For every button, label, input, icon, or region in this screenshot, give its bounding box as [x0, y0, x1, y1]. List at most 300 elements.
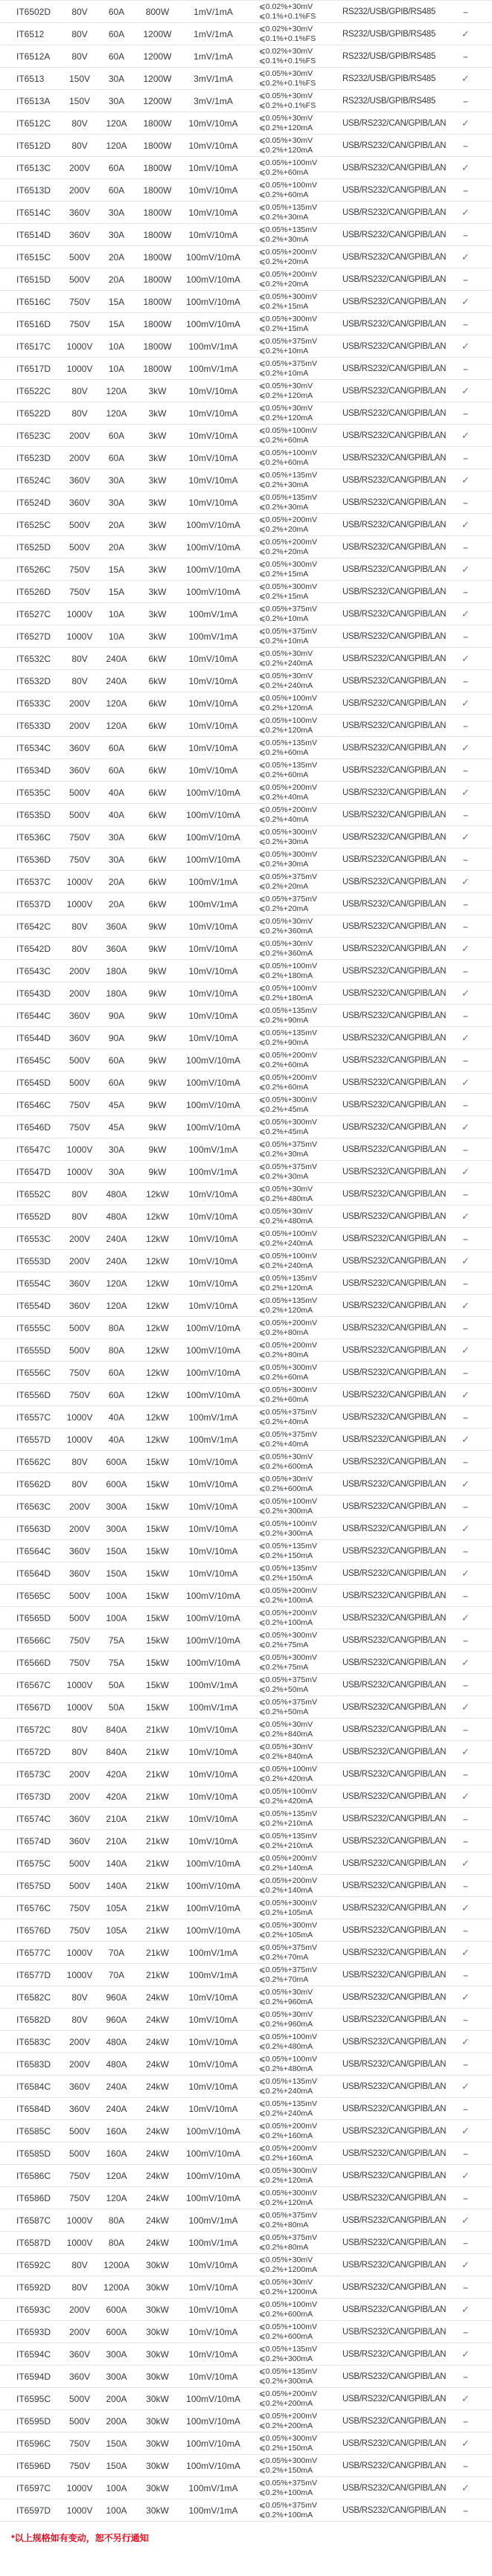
resolution-cell: 100mV/10mA [186, 296, 240, 307]
accuracy-line: ⩽0.2%+90mA [259, 1015, 309, 1025]
interfaces-cell: USB/RS232/CAN/GPIB/LAN [342, 2305, 447, 2314]
interfaces-cell: USB/RS232/CAN/GPIB/LAN [342, 2059, 447, 2069]
resolution-cell: 10mV/10mA [188, 742, 238, 753]
resolution-cell: 100mV/1mA [188, 608, 238, 619]
power-cell: 30kW [146, 2460, 169, 2471]
table-row [0, 1986, 492, 2009]
accuracy-cell [249, 337, 335, 356]
accuracy-line: ⩽0.2%+15mA [259, 591, 309, 601]
model-cell: IT6536D [16, 854, 51, 865]
model-cell: IT6532D [16, 675, 51, 686]
table-row [0, 1875, 492, 1897]
accuracy-cell [249, 2345, 335, 2364]
table-row [0, 2321, 492, 2343]
accuracy-line: ⩽0.05%+100mV [259, 693, 317, 703]
power-cell: 12kW [146, 1188, 169, 1200]
interfaces-cell: USB/RS232/CAN/GPIB/LAN [342, 1033, 447, 1043]
current-cell: 600A [106, 2304, 127, 2315]
voltage-cell: 500V [68, 274, 91, 285]
voltage-cell: 750V [68, 2438, 91, 2449]
accuracy-line: ⩽0.05%+200mV [259, 1072, 317, 1082]
accuracy-line: ⩽0.2%+120mA [259, 703, 313, 712]
accuracy-line: ⩽0.2%+10mA [259, 368, 309, 378]
current-cell: 100A [106, 2482, 127, 2493]
selected-cell [439, 251, 492, 263]
accuracy-line: ⩽0.2%+30mA [259, 1171, 309, 1181]
interfaces-cell: USB/RS232/CAN/GPIB/LAN [342, 453, 447, 463]
dash-icon: – [463, 1144, 468, 1155]
model-cell: IT6502D [16, 6, 51, 17]
accuracy-line: ⩽0.05%+375mV [259, 604, 317, 614]
check-icon: ✓ [461, 429, 470, 441]
accuracy-line: ⩽0.2%+480mA [259, 1216, 313, 1226]
model-cell: IT6547C [16, 1144, 51, 1155]
accuracy-cell [249, 1430, 335, 1449]
power-cell: 21kW [146, 1813, 169, 1824]
selected-cell [439, 2393, 492, 2405]
accuracy-line: ⩽0.2%+60mA [259, 167, 309, 177]
check-icon: ✓ [461, 295, 470, 307]
model-cell: IT6572D [16, 1746, 51, 1757]
accuracy-line: ⩽0.2%+30mA [259, 859, 309, 869]
interfaces-cell: USB/RS232/CAN/GPIB/LAN [342, 765, 447, 775]
selected-cell [439, 1947, 492, 1959]
accuracy-line: ⩽0.05%+135mV [259, 2344, 317, 2354]
current-cell: 600A [106, 1456, 127, 1467]
accuracy-line: ⩽0.1%+0.1%FS [259, 56, 316, 65]
model-cell: IT6523D [16, 452, 51, 463]
interfaces-cell: USB/RS232/CAN/GPIB/LAN [342, 408, 447, 418]
check-icon: ✓ [461, 28, 470, 39]
model-cell: IT6524D [16, 497, 51, 508]
voltage-cell: 1000V [66, 1411, 93, 1423]
voltage-cell: 1000V [66, 2237, 93, 2248]
accuracy-line: ⩽0.2%+20mA [259, 257, 309, 266]
accuracy-line: ⩽0.2%+840mA [259, 1729, 313, 1739]
current-cell: 50A [108, 1679, 125, 1690]
accuracy-line: ⩽0.2%+300mA [259, 2354, 313, 2363]
accuracy-line: ⩽0.02%+30mV [259, 24, 313, 33]
selected-cell [439, 542, 492, 553]
voltage-cell: 360V [68, 1278, 91, 1289]
accuracy-cell [249, 2389, 335, 2409]
resolution-cell: 1mV/1mA [194, 28, 233, 39]
accuracy-line: ⩽0.2%+15mA [259, 301, 309, 311]
power-cell: 24kW [146, 2215, 169, 2226]
accuracy-line: ⩽0.2%+10mA [259, 636, 309, 645]
table-row [0, 1228, 492, 1250]
resolution-cell: 10mV/10mA [188, 184, 238, 196]
accuracy-cell [249, 1943, 335, 1962]
interfaces-cell: USB/RS232/CAN/GPIB/LAN [342, 1189, 447, 1199]
resolution-cell: 100mV/10mA [186, 564, 240, 575]
selected-cell [439, 162, 492, 174]
selected-cell [439, 1412, 492, 1423]
interfaces-cell: USB/RS232/CAN/GPIB/LAN [342, 1903, 447, 1913]
resolution-cell: 100mV/1mA [188, 2237, 238, 2248]
accuracy-cell [249, 1519, 335, 1539]
model-cell: IT6592D [16, 2282, 51, 2293]
model-cell: IT6542D [16, 943, 51, 954]
power-cell: 6kW [148, 831, 167, 843]
model-cell: IT6544C [16, 1010, 51, 1021]
resolution-cell: 10mV/10mA [188, 430, 238, 441]
selected-cell [439, 1478, 492, 1490]
check-icon: ✓ [461, 1255, 470, 1266]
selected-cell [439, 676, 492, 686]
voltage-cell: 1000V [66, 1679, 93, 1690]
power-cell: 30kW [146, 2393, 169, 2404]
accuracy-line: ⩽0.05%+135mV [259, 1028, 317, 1037]
model-cell: IT6555D [16, 1345, 51, 1356]
accuracy-line: ⩽0.2%+60mA [259, 1372, 309, 1382]
table-row [0, 2499, 492, 2522]
current-cell: 10A [108, 363, 125, 374]
power-cell: 3kW [148, 519, 167, 530]
dash-icon: – [463, 1233, 468, 1244]
current-cell: 200A [106, 2393, 127, 2404]
voltage-cell: 360V [68, 2081, 91, 2092]
selected-cell [439, 2438, 492, 2450]
current-cell: 60A [108, 742, 125, 753]
table-row [0, 1429, 492, 1451]
model-cell: IT6595D [16, 2415, 51, 2427]
accuracy-line: ⩽0.05%+200mV [259, 1875, 317, 1885]
accuracy-line: ⩽0.05%+100mV [259, 1251, 317, 1260]
dash-icon: – [463, 1501, 468, 1512]
accuracy-line: ⩽0.05%+135mV [259, 492, 317, 502]
interfaces-cell: USB/RS232/CAN/GPIB/LAN [342, 431, 447, 440]
accuracy-cell [249, 984, 335, 1003]
power-cell: 6kW [148, 742, 167, 753]
accuracy-line: ⩽0.05%+200mV [259, 269, 317, 279]
resolution-cell: 100mV/1mA [188, 2482, 238, 2493]
accuracy-line: ⩽0.05%+375mV [259, 1162, 317, 1171]
current-cell: 60A [108, 28, 125, 39]
selected-cell [439, 1345, 492, 1356]
interfaces-cell: USB/RS232/CAN/GPIB/LAN [342, 1323, 447, 1333]
interfaces-cell: USB/RS232/CAN/GPIB/LAN [342, 1591, 447, 1600]
power-cell: 9kW [148, 921, 167, 932]
model-cell: IT6576C [16, 1902, 51, 1913]
selected-cell [439, 943, 492, 955]
model-cell: IT6525C [16, 519, 51, 530]
current-cell: 120A [106, 1300, 127, 1311]
accuracy-line: ⩽0.2%+600mA [259, 1484, 313, 1493]
accuracy-cell [249, 1720, 335, 1739]
voltage-cell: 150V [68, 95, 91, 106]
interfaces-cell: USB/RS232/CAN/GPIB/LAN [342, 2037, 447, 2047]
resolution-cell: 100mV/10mA [186, 2393, 240, 2404]
dash-icon: – [463, 2326, 468, 2337]
table-row [0, 1786, 492, 1808]
interfaces-cell: USB/RS232/CAN/GPIB/LAN [342, 1345, 447, 1355]
accuracy-cell [249, 315, 335, 334]
accuracy-cell [249, 738, 335, 758]
resolution-cell: 100mV/10mA [186, 2192, 240, 2203]
interfaces-cell: USB/RS232/CAN/GPIB/LAN [342, 609, 447, 619]
model-cell: IT6553C [16, 1233, 51, 1244]
accuracy-line: ⩽0.2%+60mA [259, 190, 309, 199]
current-cell: 75A [108, 1657, 125, 1668]
accuracy-line: ⩽0.2%+420mA [259, 1774, 313, 1783]
selected-cell [439, 51, 492, 62]
table-row [0, 737, 492, 759]
accuracy-cell [249, 69, 335, 88]
power-cell: 30kW [146, 2348, 169, 2360]
power-cell: 24kW [146, 2237, 169, 2248]
interfaces-cell: USB/RS232/CAN/GPIB/LAN [342, 1457, 447, 1466]
current-cell: 480A [106, 2036, 127, 2047]
table-row [0, 23, 492, 45]
power-cell: 6kW [148, 854, 167, 865]
voltage-cell: 360V [68, 2103, 91, 2114]
accuracy-cell [249, 404, 335, 423]
voltage-cell: 360V [68, 207, 91, 218]
interfaces-cell: USB/RS232/CAN/GPIB/LAN [342, 185, 447, 195]
accuracy-line: ⩽0.05%+200mV [259, 515, 317, 524]
power-cell: 1800W [143, 341, 172, 352]
model-cell: IT6567D [16, 1701, 51, 1713]
accuracy-cell [249, 1318, 335, 1338]
table-row [0, 1183, 492, 1205]
model-cell: IT6554D [16, 1300, 51, 1311]
table-row [0, 358, 492, 380]
dash-icon: – [463, 2058, 468, 2070]
selected-cell [439, 1255, 492, 1267]
accuracy-line: ⩽0.05%+135mV [259, 1273, 317, 1283]
resolution-cell: 10mV/10mA [188, 1545, 238, 1556]
accuracy-cell [249, 694, 335, 713]
table-row [0, 1317, 492, 1339]
model-cell: IT6526C [16, 564, 51, 575]
accuracy-line: ⩽0.2%+20mA [259, 279, 309, 289]
model-cell: IT6562C [16, 1456, 51, 1467]
accuracy-cell [249, 962, 335, 981]
current-cell: 30A [108, 831, 125, 843]
model-cell: IT6576D [16, 1925, 51, 1936]
current-cell: 80A [108, 2237, 125, 2248]
dash-icon: – [463, 2192, 468, 2203]
table-row [0, 380, 492, 402]
current-cell: 360A [106, 921, 127, 932]
table-row [0, 826, 492, 849]
interfaces-cell: USB/RS232/CAN/GPIB/LAN [342, 899, 447, 909]
model-cell: IT6597C [16, 2482, 51, 2493]
accuracy-cell [249, 1229, 335, 1249]
voltage-cell: 360V [68, 1545, 91, 1556]
table-row [0, 2187, 492, 2209]
power-cell: 9kW [148, 1077, 167, 1088]
resolution-cell: 10mV/10mA [188, 1032, 238, 1043]
accuracy-line: ⩽0.2%+120mA [259, 145, 313, 155]
accuracy-line: ⩽0.2%+100mA [259, 1617, 313, 1627]
selected-cell [439, 742, 492, 754]
accuracy-line: ⩽0.2%+120mA [259, 1305, 313, 1315]
accuracy-line: ⩽0.2%+60mA [259, 1394, 309, 1404]
accuracy-cell [249, 895, 335, 914]
accuracy-cell [249, 181, 335, 200]
accuracy-line: ⩽0.2%+120mA [259, 123, 313, 132]
resolution-cell: 10mV/10mA [188, 1746, 238, 1757]
accuracy-line: ⩽0.05%+200mV [259, 1608, 317, 1617]
accuracy-cell [249, 2144, 335, 2163]
interfaces-cell: USB/RS232/CAN/GPIB/LAN [342, 2171, 447, 2180]
dash-icon: – [463, 921, 468, 932]
table-row [0, 2366, 492, 2388]
accuracy-line: ⩽0.2%+20mA [259, 547, 309, 556]
power-cell: 21kW [146, 1724, 169, 1735]
accuracy-cell [249, 1787, 335, 1806]
voltage-cell: 80V [71, 1746, 88, 1757]
voltage-cell: 500V [68, 541, 91, 553]
resolution-cell: 100mV/10mA [186, 1345, 240, 1356]
accuracy-line: ⩽0.05%+300mV [259, 2188, 317, 2197]
selected-cell [439, 921, 492, 932]
selected-cell [439, 430, 492, 442]
resolution-cell: 10mV/10mA [188, 162, 238, 173]
dash-icon: – [463, 1322, 468, 1333]
interfaces-cell: USB/RS232/CAN/GPIB/LAN [342, 1390, 447, 1400]
voltage-cell: 360V [68, 2371, 91, 2382]
table-row [0, 1696, 492, 1719]
accuracy-line: ⩽0.05%+300mV [259, 1362, 317, 1372]
check-icon: ✓ [461, 942, 470, 954]
accuracy-cell [249, 1207, 335, 1226]
check-icon: ✓ [461, 1611, 470, 1623]
power-cell: 1800W [143, 251, 172, 263]
accuracy-cell [249, 1742, 335, 1762]
selected-cell [439, 1189, 492, 1200]
model-cell: IT6566C [16, 1635, 51, 1646]
interfaces-cell: USB/RS232/CAN/GPIB/LAN [342, 743, 447, 753]
table-row [0, 1674, 492, 1696]
resolution-cell: 100mV/10mA [186, 831, 240, 843]
interfaces-cell: USB/RS232/CAN/GPIB/LAN [342, 587, 447, 596]
resolution-cell: 100mV/10mA [186, 251, 240, 263]
selected-cell [439, 876, 492, 888]
power-cell: 21kW [146, 1969, 169, 1980]
current-cell: 30A [108, 1166, 125, 1177]
selected-cell [439, 1144, 492, 1155]
accuracy-line: ⩽0.2%+60mA [259, 1082, 309, 1092]
current-cell: 300A [106, 1501, 127, 1512]
accuracy-line: ⩽0.2%+20mA [259, 881, 309, 891]
selected-cell [439, 2125, 492, 2137]
table-row [0, 157, 492, 179]
voltage-cell: 500V [68, 251, 91, 263]
accuracy-cell [249, 2456, 335, 2476]
power-cell: 3kW [148, 430, 167, 441]
dash-icon: – [463, 1679, 468, 1690]
current-cell: 960A [106, 2014, 127, 2025]
check-icon: ✓ [461, 2214, 470, 2226]
power-cell: 12kW [146, 1300, 169, 1311]
power-cell: 1200W [143, 28, 172, 39]
power-cell: 6kW [148, 764, 167, 776]
voltage-cell: 360V [68, 474, 91, 486]
voltage-cell: 200V [68, 1255, 91, 1266]
resolution-cell: 100mV/1mA [188, 898, 238, 909]
model-cell: IT6512D [16, 140, 51, 151]
footnote-disclaimer: *以上规格如有变动，恕不另行通知 [11, 2533, 149, 2543]
resolution-cell: 10mV/10mA [188, 2014, 238, 2025]
current-cell: 1200A [103, 2282, 130, 2293]
accuracy-line: ⩽0.05%+135mV [259, 760, 317, 770]
voltage-cell: 750V [68, 1099, 91, 1110]
table-row [0, 291, 492, 313]
accuracy-line: ⩽0.05%+30mV [259, 1742, 313, 1751]
model-cell: IT6513A [16, 95, 51, 106]
accuracy-cell [249, 2300, 335, 2319]
model-cell: IT6573D [16, 1791, 51, 1802]
resolution-cell: 100mV/10mA [186, 1635, 240, 1646]
dash-icon: – [463, 2460, 468, 2471]
current-cell: 300A [106, 1523, 127, 1534]
accuracy-cell [249, 560, 335, 579]
resolution-cell: 10mV/10mA [188, 2348, 238, 2360]
current-cell: 20A [108, 274, 125, 285]
selected-cell [439, 1546, 492, 1556]
resolution-cell: 3mV/1mA [194, 73, 233, 84]
model-cell: IT6593C [16, 2304, 51, 2315]
voltage-cell: 750V [68, 2170, 91, 2181]
model-cell: IT6532C [16, 653, 51, 664]
current-cell: 30A [108, 497, 125, 508]
voltage-cell: 500V [68, 1322, 91, 1333]
power-cell: 15kW [146, 1701, 169, 1713]
check-icon: ✓ [461, 1299, 470, 1311]
resolution-cell: 10mV/10mA [188, 988, 238, 999]
table-row [0, 2254, 492, 2276]
voltage-cell: 750V [68, 854, 91, 865]
accuracy-line: ⩽0.05%+135mV [259, 1295, 317, 1305]
resolution-cell: 100mV/1mA [188, 1411, 238, 1423]
resolution-cell: 100mV/10mA [186, 2170, 240, 2181]
accuracy-line: ⩽0.2%+75mA [259, 1640, 309, 1649]
voltage-cell: 1000V [66, 2482, 93, 2493]
power-cell: 3kW [148, 564, 167, 575]
power-cell: 21kW [146, 1835, 169, 1846]
accuracy-cell [249, 627, 335, 646]
resolution-cell: 100mV/10mA [186, 1902, 240, 1913]
resolution-cell: 100mV/10mA [186, 1657, 240, 1668]
resolution-cell: 10mV/10mA [188, 1188, 238, 1200]
model-cell: IT6524C [16, 474, 51, 486]
selected-cell [439, 988, 492, 999]
dash-icon: – [463, 2282, 468, 2293]
power-cell: 1800W [143, 140, 172, 151]
table-row [0, 2455, 492, 2477]
accuracy-cell [249, 2211, 335, 2230]
selected-cell [439, 1836, 492, 1846]
interfaces-cell: USB/RS232/CAN/GPIB/LAN [342, 2015, 447, 2024]
selected-cell [439, 2259, 492, 2271]
current-cell: 300A [106, 2348, 127, 2360]
dash-icon: – [463, 631, 468, 642]
accuracy-line: ⩽0.2%+840mA [259, 1751, 313, 1761]
model-cell: IT6537C [16, 876, 51, 887]
accuracy-line: ⩽0.2%+600mA [259, 2331, 313, 2341]
voltage-cell: 200V [68, 965, 91, 976]
voltage-cell: 360V [68, 1010, 91, 1021]
accuracy-line: ⩽0.05%+200mV [259, 2411, 317, 2421]
voltage-cell: 1000V [66, 363, 93, 374]
model-cell: IT6563C [16, 1501, 51, 1512]
accuracy-cell [249, 203, 335, 222]
current-cell: 45A [108, 1121, 125, 1133]
resolution-cell: 10mV/10mA [188, 2304, 238, 2315]
